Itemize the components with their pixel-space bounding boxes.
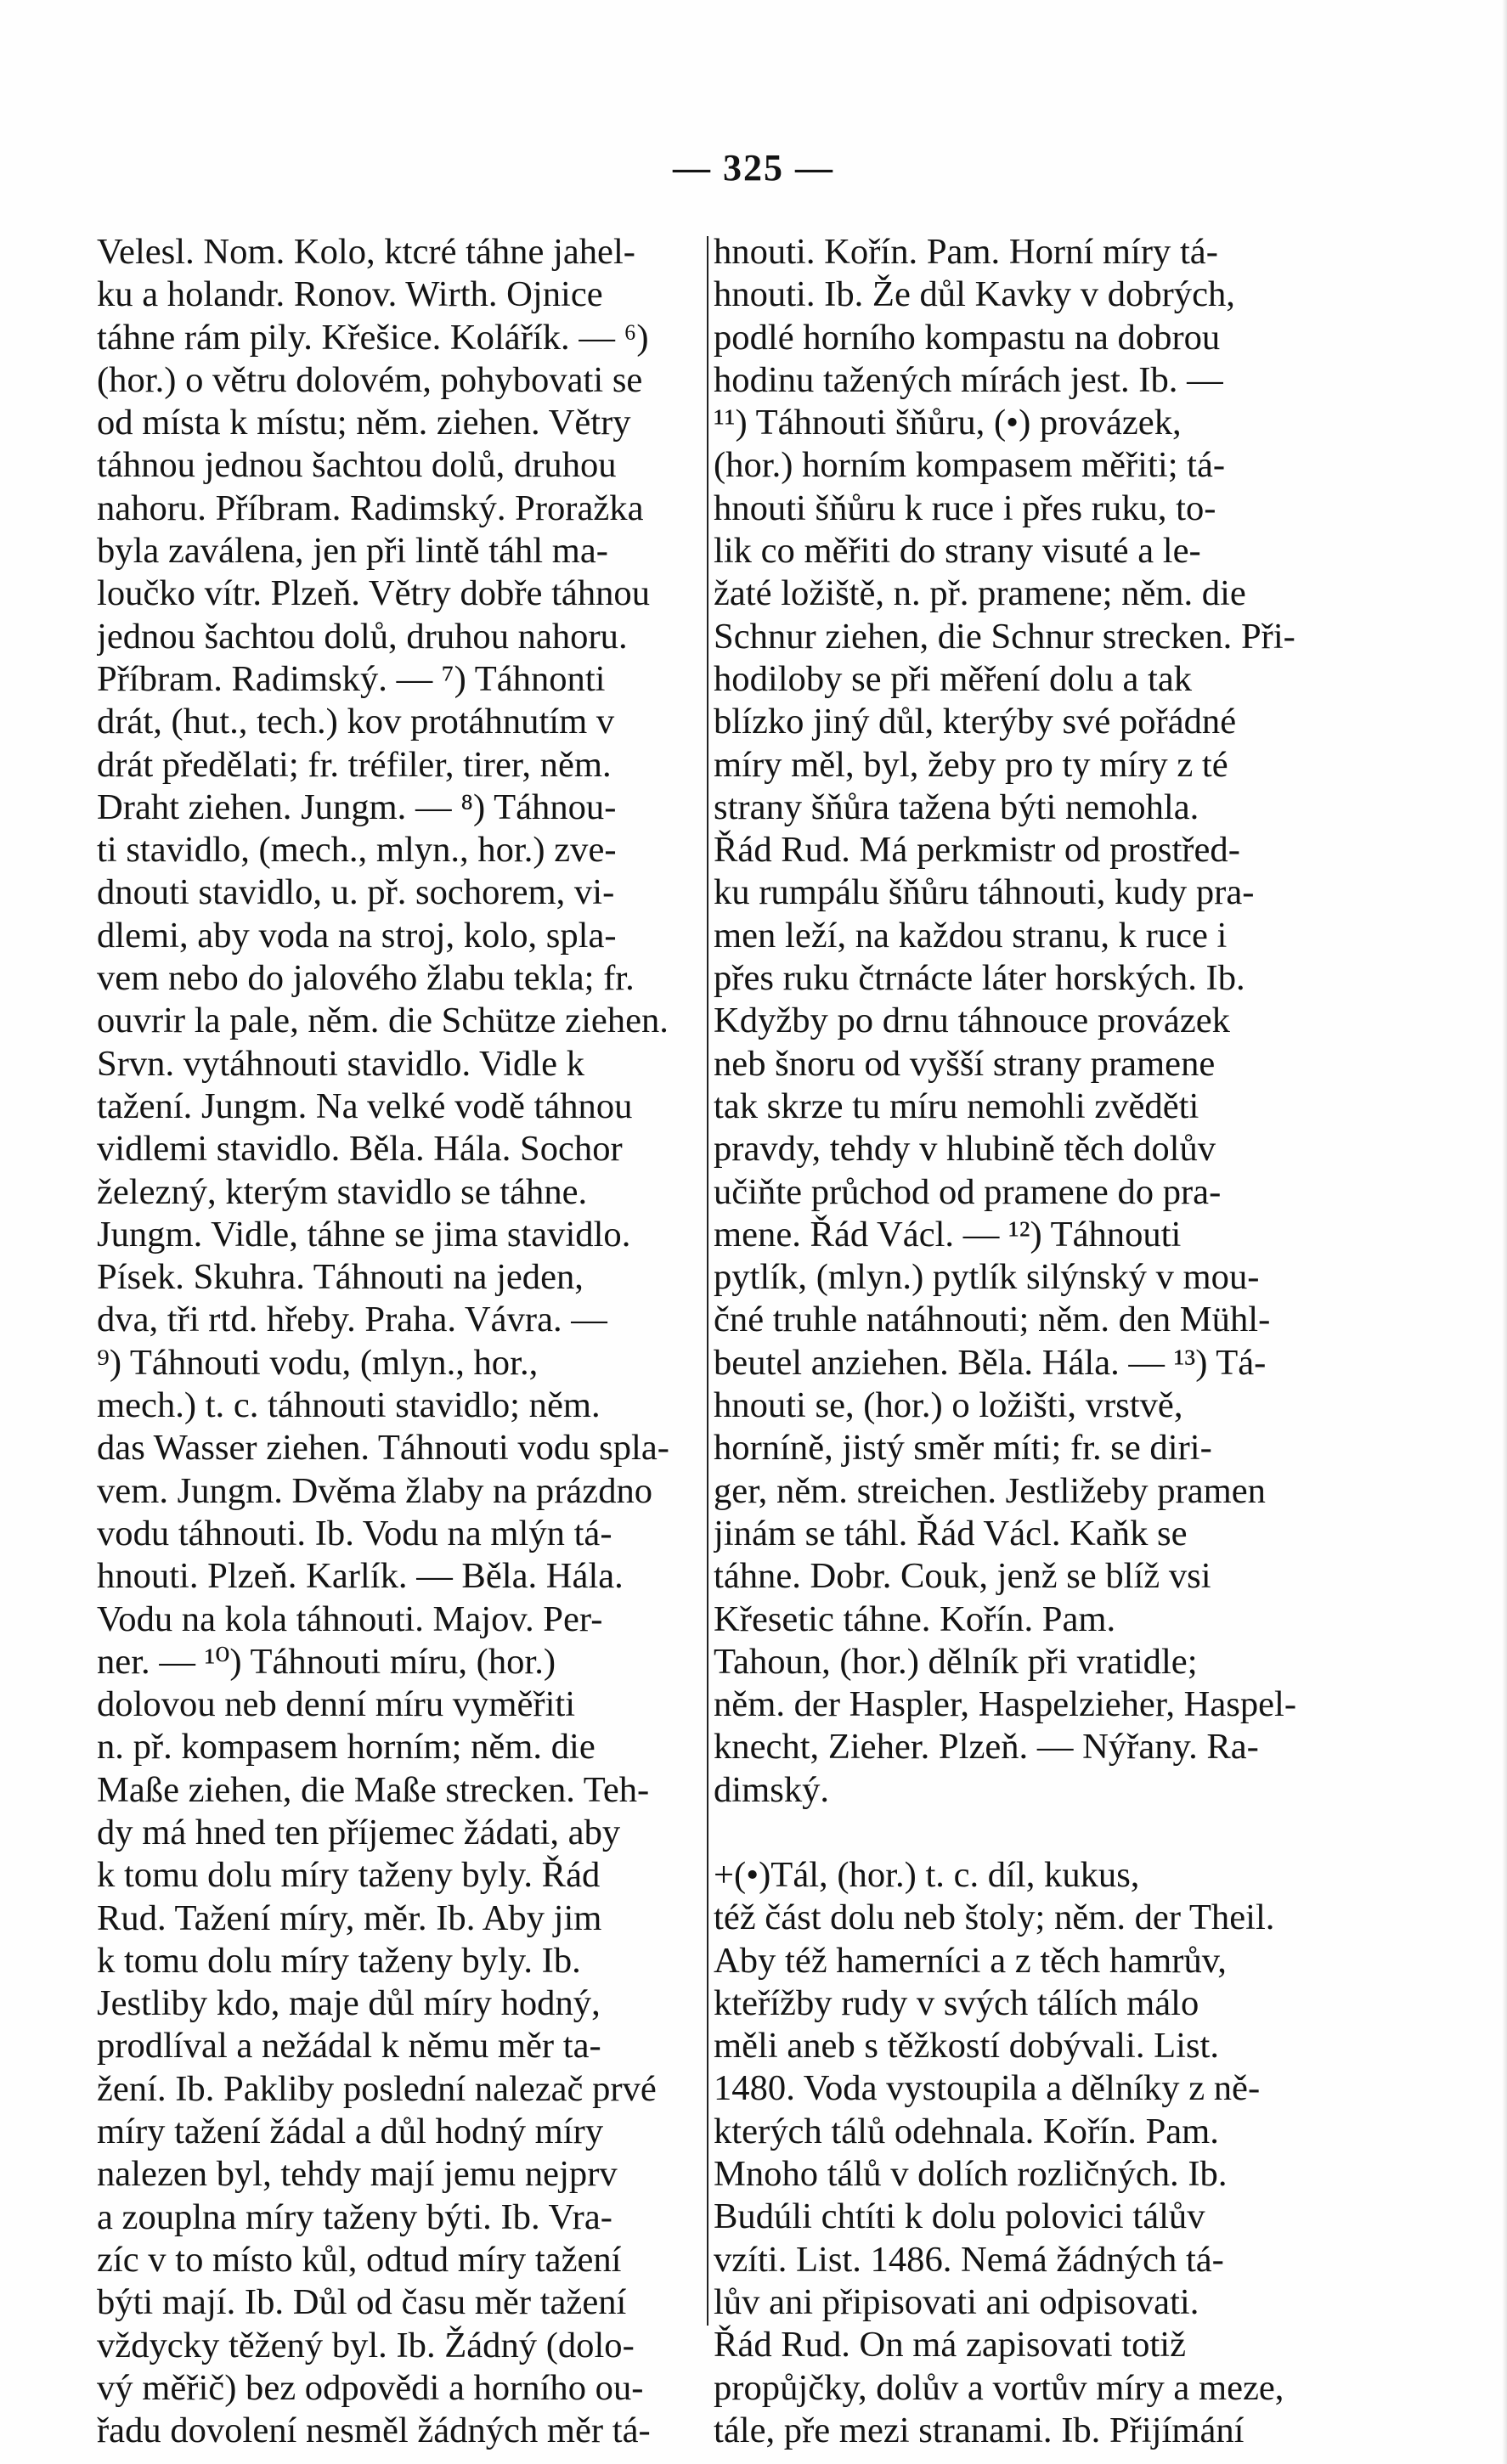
text-line: podlé horního kompastu na dobrou — [714, 317, 1221, 358]
text-line: Rud. Tažení míry, měr. Ib. Aby jim — [97, 1897, 602, 1938]
text-line: vem. Jungm. Dvěma žlaby na prázdno — [97, 1470, 653, 1511]
text-line: čné truhle natáhnouti; něm. den Mühl- — [714, 1300, 1271, 1340]
text-line: hnouti se, (hor.) o ložišti, vrstvě, — [714, 1385, 1183, 1426]
text-line: táhne rám pily. Křešice. Kolářík. — ⁶) — [97, 317, 649, 358]
text-line: Jestliby kdo, maje důl míry hodný, — [97, 1983, 601, 2024]
page-number: — 325 — — [673, 147, 834, 189]
text-line: drát, (hut., tech.) kov protáhnutím v — [97, 702, 615, 742]
text-line: loučko vítr. Plzeň. Větry dobře táhnou — [97, 573, 651, 614]
text-line: Křesetic táhne. Kořín. Pam. — [714, 1598, 1116, 1639]
text-line: Aby též hamerníci a z těch hamrův, — [714, 1940, 1227, 1981]
text-line: +(•)Tál, (hor.) t. c. díl, kukus, — [714, 1854, 1140, 1895]
text-line: nahoru. Příbram. Radimský. Proražka — [97, 488, 644, 528]
text-line: hodinu tažených mírách jest. Ib. — — [714, 359, 1223, 400]
text-line: prodlíval a nežádal k němu měr ta- — [97, 2026, 601, 2066]
text-line: k tomu dolu míry taženy byly. Ib. — [97, 1940, 581, 1981]
text-line: n. př. kompasem horním; něm. die — [97, 1727, 595, 1768]
text-line: Příbram. Radimský. — ⁷) Táhnonti — [97, 658, 606, 699]
text-line: das Wasser ziehen. Táhnouti vodu spla- — [97, 1428, 669, 1469]
text-line: Jungm. Vidle, táhne se jima stavidlo. — [97, 1214, 631, 1255]
text-line: byla zaválena, jen při lintě táhl ma- — [97, 531, 608, 572]
text-line: hodiloby se při měření dolu a tak — [714, 658, 1193, 699]
paragraph-gap — [714, 1812, 1308, 1854]
right-column-entries-lower — [714, 1854, 1308, 2452]
text-line: lik co měřiti do strany visuté a le- — [714, 531, 1201, 572]
text-line: Srvn. vytáhnouti stavidlo. Vidle k — [97, 1043, 585, 1084]
text-line: Budúli chtíti k dolu polovici tálův — [714, 2196, 1205, 2237]
text-line: men leží, na každou stranu, k ruce i — [714, 915, 1228, 956]
text-line: míry měl, byl, žeby pro ty míry z té — [714, 744, 1228, 785]
text-line: (hor.) o větru dolovém, pohybovati se — [97, 359, 643, 400]
text-line: dy má hned ten příjemec žádati, aby — [97, 1812, 621, 1852]
text-line: propůjčky, dolův a vortův míry a meze, — [714, 2367, 1284, 2408]
text-line: železný, kterým stavidlo se táhne. — [97, 1171, 588, 1212]
text-line: horníně, jistý směr míti; fr. se diri- — [714, 1428, 1212, 1469]
text-line: Velesl. Nom. Kolo, ktcré táhne jahel- — [97, 232, 635, 272]
text-line: hnouti. Ib. Že důl Kavky v dobrých, — [714, 274, 1235, 315]
text-line: učiňte průchod od pramene do pra- — [714, 1171, 1222, 1212]
text-line: řadu dovolení nesměl žádných měr tá- — [97, 2410, 651, 2451]
text-line: táhne. Dobr. Couk, jenž se blíž vsi — [714, 1556, 1211, 1597]
text-line: ⁹) Táhnouti vodu, (mlyn., hor., — [97, 1342, 539, 1383]
text-line: vidlemi stavidlo. Běla. Hála. Sochor — [97, 1129, 623, 1170]
text-line: blízko jiný důl, kterýby své pořádné — [714, 702, 1237, 742]
text-line: drát předělati; fr. tréfiler, tirer, něm. — [97, 744, 612, 785]
text-line: tažení. Jungm. Na velké vodě táhnou — [97, 1085, 633, 1126]
text-line: kterých tálů odehnala. Kořín. Pam. — [714, 2111, 1219, 2151]
text-line: Draht ziehen. Jungm. — ⁸) Táhnou- — [97, 787, 617, 827]
text-line: ku a holandr. Ronov. Wirth. Ojnice — [97, 274, 603, 315]
text-line: míry tažení žádal a důl hodný míry — [97, 2112, 604, 2152]
text-line: ner. — ¹⁰) Táhnouti míru, (hor.) — [97, 1641, 556, 1682]
text-line: mene. Řád Václ. — ¹²) Táhnouti — [714, 1214, 1182, 1255]
text-line: pravdy, tehdy v hlubině těch dolův — [714, 1129, 1216, 1170]
text-line: zíc v to místo kůl, odtud míry tažení — [97, 2239, 622, 2280]
text-line: tále, pře mezi stranami. Ib. Přijímání — [714, 2410, 1245, 2450]
text-line: měli aneb s těžkostí dobývali. List. — [714, 2026, 1220, 2066]
text-line: vždycky těžený byl. Ib. Žádný (dolo- — [97, 2325, 635, 2365]
text-line: dimský. — [714, 1769, 830, 1810]
text-line: dolovou neb denní míru vyměřiti — [97, 1684, 576, 1725]
text-line: Mnoho tálů v dolích rozličných. Ib. — [714, 2154, 1228, 2195]
text-line: ti stavidlo, (mech., mlyn., hor.) zve- — [97, 830, 617, 871]
text-line: žení. Ib. Pakliby poslední nalezač prvé — [97, 2068, 657, 2109]
text-line: přes ruku čtrnácte láter horských. Ib. — [714, 958, 1245, 999]
text-line: dnouti stavidlo, u. př. sochorem, vi- — [97, 872, 615, 913]
text-line: vzíti. List. 1486. Nemá žádných tá- — [714, 2239, 1224, 2280]
text-line: Tahoun, (hor.) dělník při vratidle; — [714, 1641, 1198, 1682]
text-line: Kdyžby po drnu táhnouce provázek — [714, 1001, 1230, 1041]
text-line: hnouti. Plzeň. Karlík. — Běla. Hála. — [97, 1556, 624, 1597]
text-line: Řád Rud. Má perkmistr od prostřed- — [714, 830, 1240, 871]
text-line: táhnou jednou šachtou dolů, druhou — [97, 445, 617, 486]
text-line: vý měřič) bez odpovědi a horního ou- — [97, 2367, 644, 2408]
text-line: jednou šachtou dolů, druhou nahoru. — [97, 616, 628, 657]
text-line: 1480. Voda vystoupila a dělníky z ně- — [714, 2068, 1261, 2109]
text-line: kteřížby rudy v svých tálích málo — [714, 1982, 1199, 2023]
text-line: něm. der Haspler, Haspelzieher, Haspel- — [714, 1684, 1297, 1725]
text-line: Písek. Skuhra. Táhnouti na jeden, — [97, 1257, 584, 1298]
text-line: strany šňůra tažena býti nemohla. — [714, 787, 1199, 827]
text-line: Řád Rud. On má zapisovati totiž — [714, 2325, 1186, 2365]
text-line: hnouti šňůru k ruce i přes ruku, to- — [714, 488, 1216, 528]
text-line: jinám se táhl. Řád Václ. Kaňk se — [714, 1513, 1188, 1553]
text-line: mech.) t. c. táhnouti stavidlo; něm. — [97, 1385, 601, 1426]
text-line: a zouplna míry taženy býti. Ib. Vra- — [97, 2196, 612, 2237]
text-line: býti mají. Ib. Důl od času měr tažení — [97, 2282, 627, 2323]
text-line: též část dolu neb štoly; něm. der Theil. — [714, 1897, 1275, 1938]
text-line: ¹¹) Táhnouti šňůru, (•) provázek, — [714, 403, 1182, 443]
text-line: beutel anziehen. Běla. Hála. — ¹³) Tá- — [714, 1342, 1267, 1383]
text-line: (hor.) horním kompasem měřiti; tá- — [714, 445, 1226, 486]
text-line: lův ani připisovati ani odpisovati. — [714, 2281, 1199, 2322]
column-divider — [707, 236, 708, 2326]
text-line: Maße ziehen, die Maße strecken. Teh- — [97, 1769, 650, 1810]
text-line: neb šnoru od vyšší strany pramene — [714, 1043, 1216, 1084]
scan-edge — [1502, 0, 1507, 2464]
text-line: dva, tři rtd. hřeby. Praha. Vávra. — — [97, 1300, 607, 1340]
text-line: žaté ložiště, n. př. pramene; něm. die — [714, 573, 1246, 614]
text-line: ku rumpálu šňůru táhnouti, kudy pra- — [714, 872, 1255, 913]
text-line: vodu táhnouti. Ib. Vodu na mlýn tá- — [97, 1513, 612, 1553]
text-line: od místa k místu; něm. ziehen. Větry — [97, 403, 631, 443]
text-line: hnouti. Kořín. Pam. Horní míry tá- — [714, 232, 1218, 272]
text-line: dlemi, aby voda na stroj, kolo, spla- — [97, 915, 617, 956]
text-line: Vodu na kola táhnouti. Majov. Per- — [97, 1598, 603, 1639]
text-line: knecht, Zieher. Plzeň. — Nýřany. Ra- — [714, 1727, 1259, 1768]
text-line: k tomu dolu míry taženy byly. Řád — [97, 1855, 601, 1896]
text-line: nalezen byl, tehdy mají jemu nejprv — [97, 2154, 618, 2195]
text-line: pytlík, (mlyn.) pytlík silýnský v mou- — [714, 1257, 1260, 1298]
right-column — [714, 231, 1308, 2452]
text-line: ger, něm. streichen. Jestližeby pramen — [714, 1470, 1266, 1511]
left-column — [97, 231, 702, 2452]
text-line: ouvrir la pale, něm. die Schütze ziehen. — [97, 1001, 669, 1041]
text-line: vem nebo do jalového žlabu tekla; fr. — [97, 958, 635, 999]
text-line: Schnur ziehen, die Schnur strecken. Při- — [714, 616, 1295, 657]
right-column-entries-upper — [714, 231, 1308, 1812]
text-line: tak skrze tu míru nemohli zvěděti — [714, 1085, 1199, 1126]
